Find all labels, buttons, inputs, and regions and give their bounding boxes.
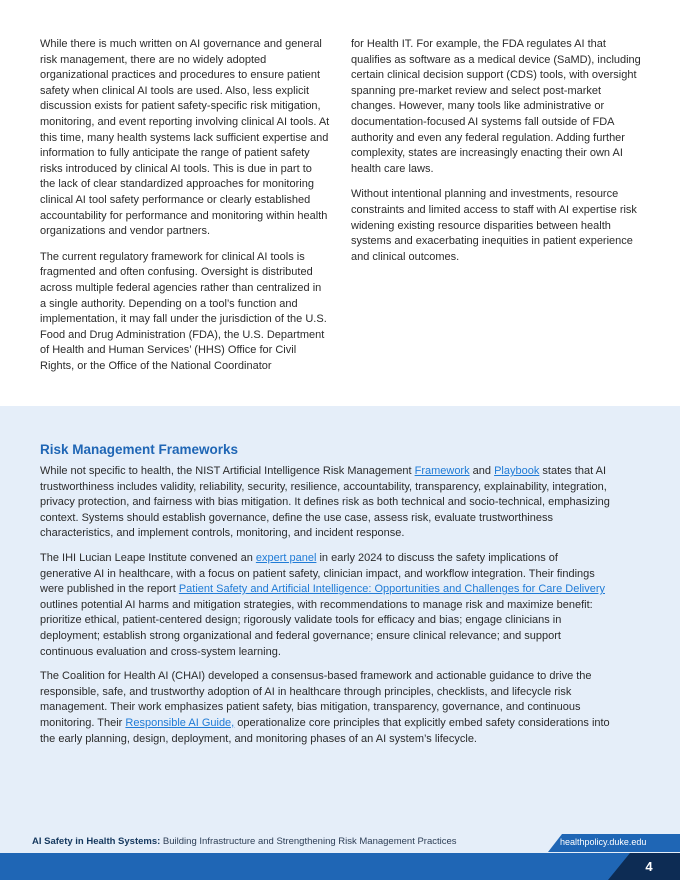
left-column bbox=[40, 37, 330, 384]
report-link[interactable]: Patient Safety and Artificial Intelligence: Opportunities and Challenges for Care Delivery bbox=[178, 583, 605, 596]
left-paragraph-1: While there is much written on AI governance and general risk management, there are no widely adopted organizational practices and procedures to ensure patient safety when clinical AI tools are used. Also, less explicit discussion exists for patient safety-specific risk mitigation, monitoring, and event reporting involving clinical AI tools. At this time, many health systems lack sufficient expertise and information to fully anticipate the range of patient safety risks introduced by clinical AI tools. This is due in part to the lack of clear standardized approaches for monitoring clinical AI tool safety performance or clearly established accountability for performance and monitoring within health organizations and vendor partners. bbox=[40, 38, 330, 238]
page-footer bbox=[0, 834, 680, 880]
footer-title-rest: Building Infrastructure and Strengthening Risk Management Practices bbox=[160, 836, 457, 847]
risk-management-section bbox=[0, 406, 680, 834]
footer-title-bold: AI Safety in Health Systems: bbox=[32, 836, 161, 847]
framework-link[interactable]: Framework bbox=[414, 465, 470, 477]
chai-paragraph bbox=[40, 669, 610, 747]
section-heading: Risk Management Frameworks bbox=[40, 442, 239, 457]
chai-text-b: operationalize core principles that explicitly embed safety considerations into the early planning, design, deployment, and monitoring phases of an AI system’s lifecycle. bbox=[40, 716, 610, 745]
right-column bbox=[351, 37, 643, 275]
page-number: 4 bbox=[645, 859, 653, 874]
ihi-text-a: The IHI Lucian Leape Institute convened an bbox=[40, 551, 256, 564]
nist-text-a: While not specific to health, the NIST Artificial Intelligence Risk Management bbox=[40, 465, 415, 477]
responsible-ai-guide-link[interactable]: Responsible AI Guide, bbox=[125, 716, 235, 729]
nist-paragraph bbox=[40, 464, 610, 542]
footer-url-link[interactable]: healthpolicy.duke.edu bbox=[560, 837, 647, 847]
section-body bbox=[40, 464, 610, 756]
footer-bar bbox=[0, 853, 680, 880]
nist-text-c: states that AI trustworthiness includes validity, reliability, security, resilience, accountability, transparency, explainability, integration, privacy protection, and fairness with bias mitigation. It defines risk as both technical and socio-technical, emphasizing context. Systems should establish governance, define the use case, assess risk, evaluate trustworthiness characteristics, and implement controls, monitoring, and incident response. bbox=[40, 465, 610, 540]
right-paragraph-2: Without intentional planning and investments, resource constraints and limited access to staff with AI expertise risk widening existing resource disparities between health systems and exacerbating inequities in patient experience and clinical outcomes. bbox=[351, 188, 637, 263]
expert-panel-link[interactable]: expert panel bbox=[255, 551, 317, 564]
playbook-link[interactable]: Playbook bbox=[494, 465, 540, 477]
right-paragraph-1: for Health IT. For example, the FDA regulates AI that qualifies as software as a medical device (SaMD), including certain clinical decision support (CDS) tools, with oversight spanning pre-market review and select post-market changes. However, many tools like administrative or documentation-focused AI systems fall outside of FDA authority and even any federal regulation. Adding further complexity, states are increasingly enacting their own AI health care laws. bbox=[351, 38, 641, 175]
ihi-text-b: in early 2024 to discuss the safety implications of generative AI in healthcare, with a focus on patient safety, clinician impact, and workflow integration. Their findings were published in the report bbox=[40, 551, 595, 596]
ihi-paragraph bbox=[40, 551, 610, 660]
nist-text-b: and bbox=[469, 465, 495, 477]
left-paragraph-2: The current regulatory framework for clinical AI tools is fragmented and often confusing. Oversight is distributed across multiple federal agencies rather than centralized in a single authority. Depending on a tool’s function and implementation, it may fall under the jurisdiction of the U.S. Food and Drug Administration (FDA), the U.S. Department of Health and Human Services’ (HHS) Office for Civil Rights, or the Office of the National Coordinator bbox=[40, 250, 327, 372]
footer-title bbox=[32, 836, 457, 847]
chai-text-a: The Coalition for Health AI (CHAI) developed a consensus-based framework and actionable guidance to drive the responsible, safe, and trustworthy adoption of AI in healthcare through principles, checklists, and lifecycle risk management. Their work emphasizes patient safety, bias mitigation, transparency, governance, and continuous monitoring. Their bbox=[40, 670, 592, 729]
top-section bbox=[0, 0, 680, 406]
ihi-text-c: outlines potential AI harms and mitigation strategies, with recommendations to manage risk and maximize benefit: prioritize ethical, patient-centered design; rigorously validate tools for efficacy and bias; engage clinicians in deployment; establish strong organizational and federal governance; ensure clinical relevance; and support continuous evaluation and cross-system learning. bbox=[40, 598, 593, 658]
